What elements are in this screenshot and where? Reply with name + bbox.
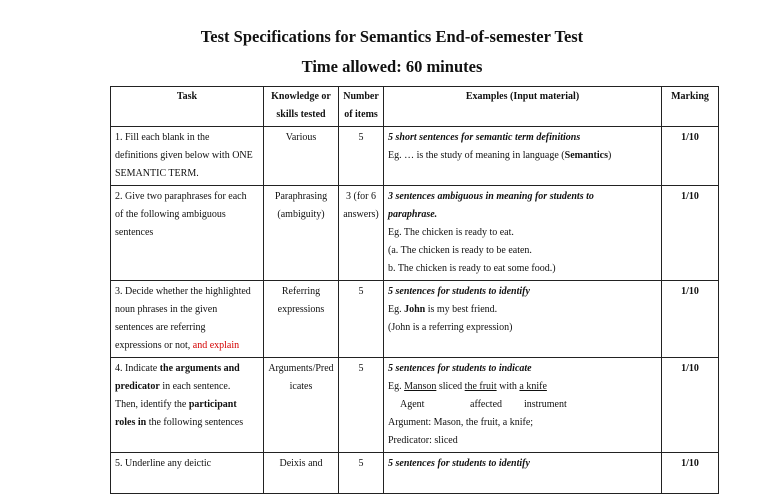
- specifications-table: [110, 86, 719, 494]
- role-instrument: instrument: [524, 399, 567, 410]
- example-line: (a. The chicken is ready to be eaten.: [388, 245, 532, 256]
- example-heading: 3 sentences ambiguous in meaning for students to: [388, 191, 594, 202]
- table-row: [111, 186, 719, 281]
- role-affected: affected: [470, 399, 503, 410]
- participant-roles: [388, 396, 657, 414]
- example-heading: paraphrase.: [388, 209, 438, 220]
- header-examples: Examples (Input material): [384, 87, 662, 127]
- marking-cell: 1/10: [662, 358, 719, 453]
- number-cell: 5: [339, 358, 384, 453]
- task-cell: [111, 186, 264, 281]
- example-line: Eg. … is the study of meaning in language (Semantics): [388, 150, 612, 161]
- example-line: Eg. The chicken is ready to eat.: [388, 227, 514, 238]
- table-header-row: [111, 87, 719, 127]
- task-line: 4. Indicate the arguments and: [115, 363, 240, 374]
- example-line: (John is a referring expression): [388, 322, 513, 333]
- task-line: of the following ambiguous: [115, 209, 226, 220]
- table-row: [111, 127, 719, 186]
- task-line: SEMANTIC TERM.: [115, 168, 199, 179]
- knowledge-cell: Referring expressions: [264, 281, 339, 358]
- task-line: definitions given below with ONE: [115, 150, 253, 161]
- task-line: 2. Give two paraphrases for each: [115, 191, 247, 202]
- task-line: 5. Underline any deictic: [115, 458, 212, 469]
- number-cell: 5: [339, 453, 384, 494]
- number-cell: 5: [339, 127, 384, 186]
- example-heading: 5 sentences for students to identify: [388, 458, 530, 469]
- task-line: 3. Decide whether the highlighted: [115, 286, 251, 297]
- role-agent: Agent: [400, 399, 425, 410]
- table-row: [111, 281, 719, 358]
- task-line: noun phrases in the given: [115, 304, 218, 315]
- knowledge-cell: Various: [264, 127, 339, 186]
- examples-cell: [384, 127, 662, 186]
- header-knowledge: Knowledge or skills tested: [264, 87, 339, 127]
- examples-cell: [384, 186, 662, 281]
- task-line: sentences: [115, 227, 154, 238]
- example-line: Predicator: sliced: [388, 435, 458, 446]
- table-row: [111, 358, 719, 453]
- examples-cell: [384, 281, 662, 358]
- example-line: Argument: Mason, the fruit, a knife;: [388, 417, 534, 428]
- time-allowed: Time allowed: 60 minutes: [301, 57, 483, 76]
- task-cell: [111, 281, 264, 358]
- marking-cell: 1/10: [662, 453, 719, 494]
- task-line: Then, identify the participant: [115, 399, 237, 410]
- task-cell: [111, 358, 264, 453]
- examples-cell: [384, 453, 662, 494]
- example-heading: 5 sentences for students to identify: [388, 286, 530, 297]
- examples-cell: [384, 358, 662, 453]
- marking-cell: 1/10: [662, 281, 719, 358]
- example-line: Eg. Manson sliced the fruit with a knife: [388, 381, 547, 392]
- task-red-text: and explain: [192, 340, 240, 351]
- knowledge-cell: Paraphrasing (ambiguity): [264, 186, 339, 281]
- task-line: roles in the following sentences: [115, 417, 244, 428]
- header-task: Task: [111, 87, 264, 127]
- header-marking: Marking: [662, 87, 719, 127]
- task-line: sentences are referring: [115, 322, 206, 333]
- task-line: 1. Fill each blank in the: [115, 132, 210, 143]
- marking-cell: 1/10: [662, 186, 719, 281]
- example-heading: 5 short sentences for semantic term definitions: [388, 132, 581, 143]
- knowledge-cell: Arguments/Predicates: [264, 358, 339, 453]
- document-title: Test Specifications for Semantics End-of-semester Test: [200, 27, 584, 46]
- number-cell: 5: [339, 281, 384, 358]
- number-cell: 3 (for 6 answers): [339, 186, 384, 281]
- task-cell: [111, 127, 264, 186]
- task-cell: [111, 453, 264, 494]
- task-line: predicator in each sentence.: [115, 381, 231, 392]
- example-line: Eg. John is my best friend.: [388, 304, 498, 315]
- knowledge-cell: Deixis and: [264, 453, 339, 494]
- task-line: expressions or not, and explain: [115, 340, 240, 351]
- example-heading: 5 sentences for students to indicate: [388, 363, 532, 374]
- marking-cell: 1/10: [662, 127, 719, 186]
- example-line: b. The chicken is ready to eat some food.): [388, 263, 556, 274]
- header-number: Number of items: [339, 87, 384, 127]
- table-row: [111, 453, 719, 494]
